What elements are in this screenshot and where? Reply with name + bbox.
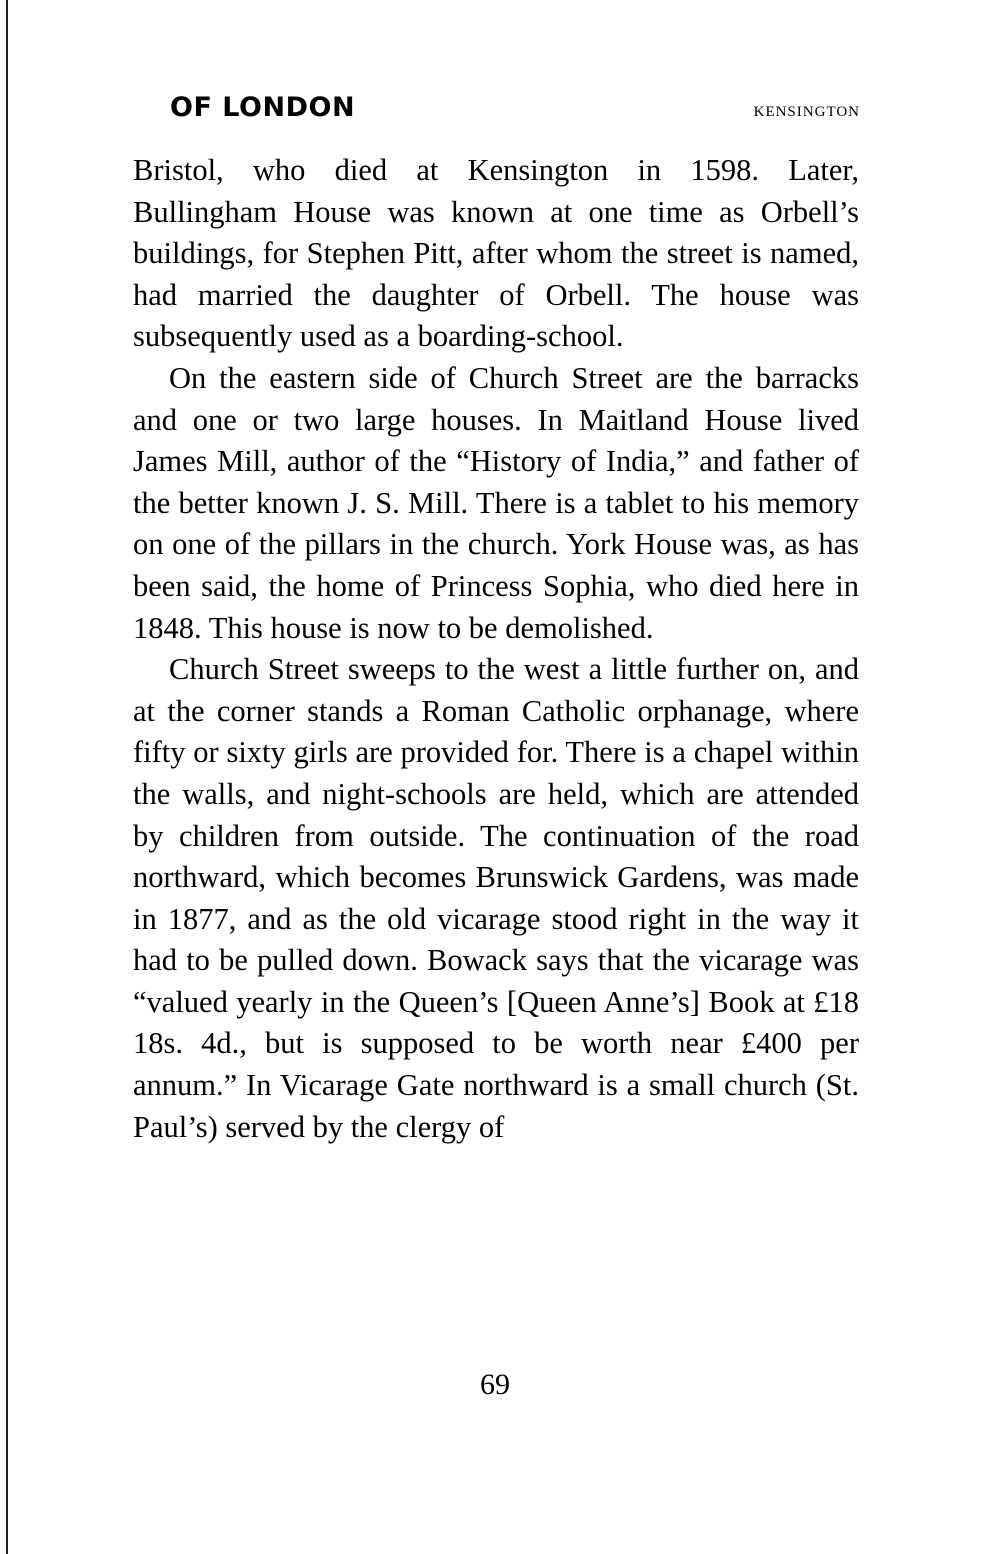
paragraph-1: Bristol, who died at Kensington in 1598. Later, Bullingham House was known at one time as Orbell’s buildings, for Stephen Pitt, after whom the street is named, had married the daughter of Orbell. The house was subsequently used as a boarding-school. xyxy=(133,153,859,354)
body-text xyxy=(133,150,859,1148)
running-header xyxy=(170,92,860,132)
running-title: OF LONDON xyxy=(170,92,356,123)
paragraph-3: Church Street sweeps to the west a little further on, and at the corner stands a Roman Catholic orphanage, where fifty or sixty girls are provided for. There is a chapel within the walls, and night-schools are held, which are attended by children from outside. The continuation of the road northward, which becomes Brunswick Gardens, was made in 1877, and as the old vicarage stood right in the way it had to be pulled down. Bowack says that the vicarage was “valued yearly in the Queen’s [Queen Anne’s] Book at £18 18s. 4d., but is supposed to be worth near £400 per annum.” In Vicarage Gate northward is a small church (St. Paul’s) served by the clergy of xyxy=(133,652,859,1144)
paragraph-2: On the eastern side of Church Street are the barracks and one or two large houses. In Maitland House lived James Mill, author of the “History of India,” and father of the better known J. S. Mill. There is a tablet to his memory on one of the pillars in the church. York House was, as has been said, the home of Princess Sophia, who died here in 1848. This house is now to be demolished. xyxy=(133,360,859,645)
running-section: KENSINGTON xyxy=(753,104,860,120)
page-number: 69 xyxy=(480,1368,510,1401)
page-binding-edge xyxy=(6,0,8,1554)
